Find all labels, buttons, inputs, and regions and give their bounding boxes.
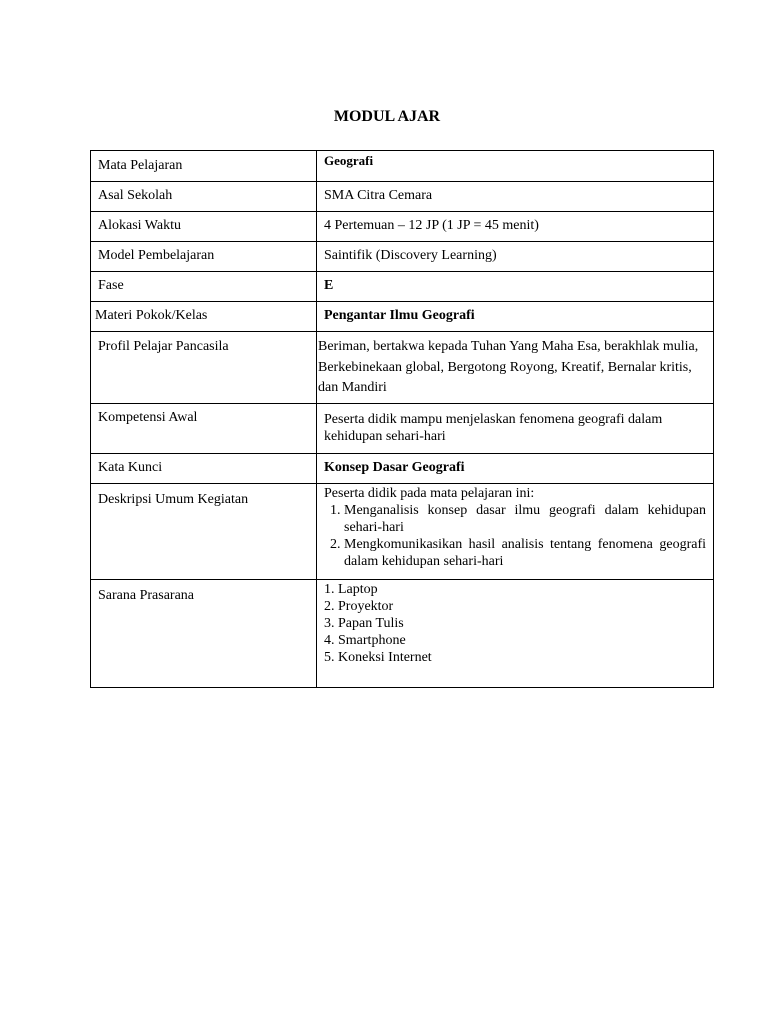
list-item: 3. Papan Tulis (324, 616, 404, 631)
list-item: 1. Laptop (324, 582, 378, 597)
value-kata-kunci: Konsep Dasar Geografi (317, 454, 714, 484)
label-kata-kunci: Kata Kunci (91, 454, 317, 484)
label-model-pembelajaran: Model Pembelajaran (91, 242, 317, 272)
label-asal-sekolah: Asal Sekolah (91, 182, 317, 212)
value-fase: E (317, 272, 714, 302)
table-row-sarana-prasarana (91, 580, 714, 688)
table-row-asal-sekolah (91, 182, 714, 212)
table-row-model-pembelajaran (91, 242, 714, 272)
table-row-alokasi-waktu (91, 212, 714, 242)
value-model-pembelajaran: Saintifik (Discovery Learning) (317, 242, 714, 272)
value-profil-pelajar: Beriman, bertakwa kepada Tuhan Yang Maha Esa, berakhlak mulia, Berkebinekaan global, Bergotong Royong, Kreatif, Bernalar kritis, dan Mandiri (317, 332, 714, 404)
modul-ajar-table (90, 150, 714, 688)
label-fase: Fase (91, 272, 317, 302)
value-alokasi-waktu: 4 Pertemuan – 12 JP (1 JP = 45 menit) (317, 212, 714, 242)
label-deskripsi-umum: Deskripsi Umum Kegiatan (91, 484, 317, 580)
label-materi-pokok: Materi Pokok/Kelas (91, 302, 317, 332)
list-item: 1. Menganalisis konsep dasar ilmu geografi dalam kehidupan sehari-hari (344, 502, 706, 536)
label-mata-pelajaran: Mata Pelajaran (91, 151, 317, 182)
value-kompetensi-awal: Peserta didik mampu menjelaskan fenomena geografi dalam kehidupan sehari-hari (317, 404, 714, 454)
list-item: 2. Proyektor (324, 599, 394, 614)
table-row-profil-pelajar (91, 332, 714, 404)
deskripsi-intro: Peserta didik pada mata pelajaran ini: (324, 486, 535, 501)
label-profil-pelajar: Profil Pelajar Pancasila (91, 332, 317, 404)
table-row-deskripsi-umum (91, 484, 714, 580)
table-row-fase (91, 272, 714, 302)
value-materi-pokok: Pengantar Ilmu Geografi (317, 302, 714, 332)
document-title: MODUL AJAR (333, 108, 441, 125)
value-asal-sekolah: SMA Citra Cemara (317, 182, 714, 212)
table-row-kata-kunci (91, 454, 714, 484)
list-item: 2. Mengkomunikasikan hasil analisis tentang fenomena geografi dalam kehidupan sehari-hari (344, 536, 706, 570)
label-sarana-prasarana: Sarana Prasarana (91, 580, 317, 688)
value-sarana-prasarana (317, 580, 714, 688)
list-item: 5. Koneksi Internet (324, 650, 432, 665)
list-item: 4. Smartphone (324, 633, 406, 648)
table-row-mata-pelajaran (91, 151, 714, 182)
label-alokasi-waktu: Alokasi Waktu (91, 212, 317, 242)
value-mata-pelajaran: Geografi (317, 151, 714, 182)
table-row-kompetensi-awal (91, 404, 714, 454)
deskripsi-list (324, 502, 706, 570)
label-kompetensi-awal: Kompetensi Awal (91, 404, 317, 454)
value-deskripsi-umum (317, 484, 714, 580)
table-row-materi-pokok (91, 302, 714, 332)
